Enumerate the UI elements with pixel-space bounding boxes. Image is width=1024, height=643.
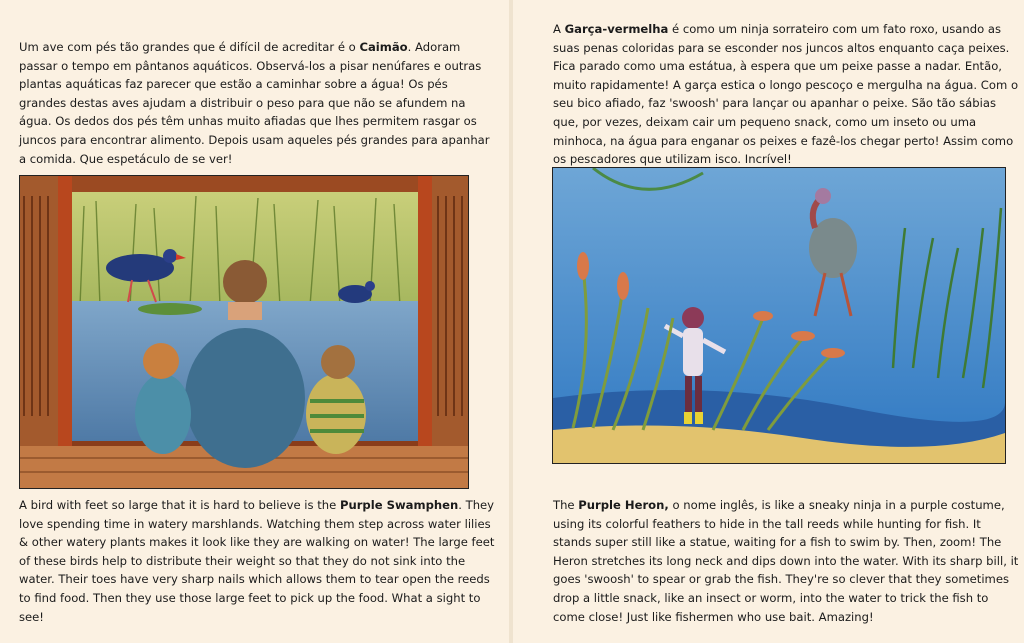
right-bottom-intro: The	[553, 498, 579, 512]
right-top-intro: A	[553, 22, 565, 36]
right-top-bird-name: Garça-vermelha	[564, 22, 669, 36]
left-bottom-bird-name: Purple Swamphen	[339, 498, 459, 512]
left-top-intro: Um ave com pés tão grandes que é difícil de acreditar é o	[19, 40, 360, 54]
left-top-bird-name: Caimão	[359, 40, 408, 54]
left-bottom-paragraph	[19, 496, 499, 626]
left-bottom-intro: A bird with feet so large that it is hard to believe is the	[19, 498, 340, 512]
right-top-paragraph	[553, 20, 1023, 169]
right-page	[513, 0, 1024, 643]
right-top-rest: é como um ninja sorrateiro com um fato roxo, usando as suas penas coloridas para se esconder nos juncos altos enquanto caça peixes. Fica parado como uma estátua, à espera que um peixe passe a nadar. Então, muito rapidamente! A garça estica o longo pescoço e mergulha na água. Com o seu bico afiado, faz 'swoosh' para lançar ou apanhar o peixe. São tão sábias que, por vezes, deixam cair um pequeno snack, como um inseto ou uma minhoca, na água para enganar os peixes e fazê-los chegar perto! Assim como os pescadores que utilizam isco. Incrível!	[553, 22, 1019, 167]
left-page	[0, 0, 509, 643]
right-bottom-bird-name: Purple Heron,	[578, 498, 669, 512]
right-bottom-paragraph	[553, 496, 1019, 626]
left-top-paragraph	[19, 38, 497, 168]
swamphen-illustration	[19, 175, 469, 489]
right-bottom-rest: o nome inglês, is like a sneaky ninja in a purple costume, using its colorful feathers to hide in the tall reeds while hunting for fish. It stands super still like a statue, waiting for a fish to swim by. Then, zoom! The Heron stretches its long neck and dips down into the water. With its sharp bill, it goes 'swoosh' to spear or grab the fish. They're so clever that they sometimes drop a little snack, like an insect or worm, into the water to trick the fish to come close! Just like fishermen who use bait. Amazing!	[553, 498, 1019, 624]
left-top-rest: . Adoram passar o tempo em pântanos aquáticos. Observá-los a pisar nenúfares e outras plantas aquáticas faz parecer que estão a caminhar sobre a água! Os pés grandes destas aves ajudam a distribuir o peso para que não se afundem na água. Os dedos dos pés têm unhas muito afiadas que lhes permitem rasgar os juncos para encontrar alimento. Depois usam aqueles pés grandes para apanhar a comida. Que espetáculo de se ver!	[19, 40, 490, 166]
heron-illustration	[552, 167, 1006, 464]
left-bottom-rest: . They love spending time in watery marshlands. Watching them step across water lilies & other watery plants makes it look like they are walking on water! The large feet of these birds help to distribute their weight so that they do not sink into the water. Their toes have very sharp nails which allows them to tear open the reeds to find food. Then they use those large feet to pick up the food. What a sight to see!	[19, 498, 495, 624]
